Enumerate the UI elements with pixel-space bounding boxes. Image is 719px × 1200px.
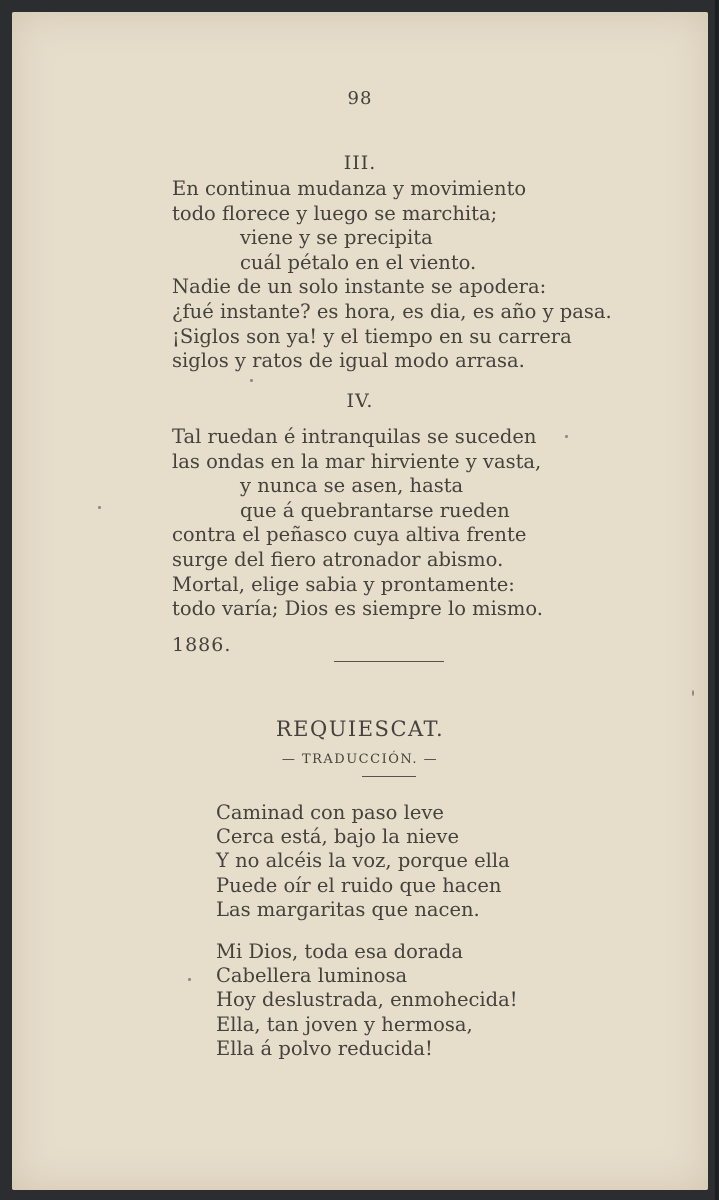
stanza-iii-line: ¿fué instante? es hora, es dia, es año y pasa. [172,299,612,323]
book-edge [715,0,719,1200]
verse-line: Las margaritas que nacen. [216,897,480,921]
stanza-iv-line: Tal ruedan é intranquilas se suceden [172,425,537,448]
requiescat-stanza-1 [216,801,510,922]
verse-line: Puede oír el ruido que hacen [216,873,502,897]
stanza-iii-line: viene y se precipita [240,226,433,250]
stanza-iv-line: las ondas en la mar hirviente y vasta, [172,449,542,473]
paper-speck [188,978,191,981]
stanza-iii [172,177,612,374]
poem-date: 1886. [172,634,232,656]
stanza-iv-line: que á quebrantarse rueden [240,498,510,522]
verse-line: Ella á polvo reducida! [216,1036,433,1060]
verse-line: Cerca está, bajo la nieve [216,825,459,849]
section-heading-iv: IV. [346,390,374,412]
verse-line: Cabellera luminosa [216,964,408,988]
page-number: 98 [347,88,373,109]
section-divider [334,661,444,662]
stanza-iv [172,425,543,622]
stanza-iv-line: y nunca se asen, hasta [240,474,464,498]
stanza-iii-line: siglos y ratos de igual modo arrasa. [172,349,525,373]
verse-line: Ella, tan joven y hermosa, [216,1012,473,1036]
paper-speck [565,435,568,438]
stanza-iii-line: Nadie de un solo instante se apodera: [172,275,547,299]
paper-speck [250,379,253,382]
verse-line: Y no alcéis la voz, porque ella [216,849,510,873]
stanza-iii-line: todo florece y luego se marchita; [172,201,498,225]
title-underline [362,776,416,777]
verse-line: Mi Dios, toda esa dorada [216,940,463,963]
stanza-iii-line: cuál pétalo en el viento. [240,250,477,274]
verse-line: Caminad con paso leve [216,801,444,824]
paper-speck [98,506,101,509]
stanza-iii-line: ¡Siglos son ya! y el tiempo en su carrera [172,324,572,348]
requiescat-stanza-2 [216,940,518,1061]
stanza-iv-line: todo varía; Dios es siempre lo mismo. [172,597,543,621]
poem-title: REQUIESCAT. [275,717,445,741]
stanza-iv-line: contra el peñasco cuya altiva frente [172,523,527,547]
stanza-iv-line: surge del fiero atronador abismo. [172,547,504,571]
verse-line: Hoy deslustrada, enmohecida! [216,988,518,1012]
poem-subtitle: — TRADUCCIÓN. — [281,752,439,767]
book-page [12,12,708,1190]
section-heading-iii: III. [343,152,377,174]
stanza-iii-line: En continua mudanza y movimiento [172,177,527,200]
stanza-iv-line: Mortal, elige sabia y prontamente: [172,572,515,596]
paper-speck [692,690,694,696]
